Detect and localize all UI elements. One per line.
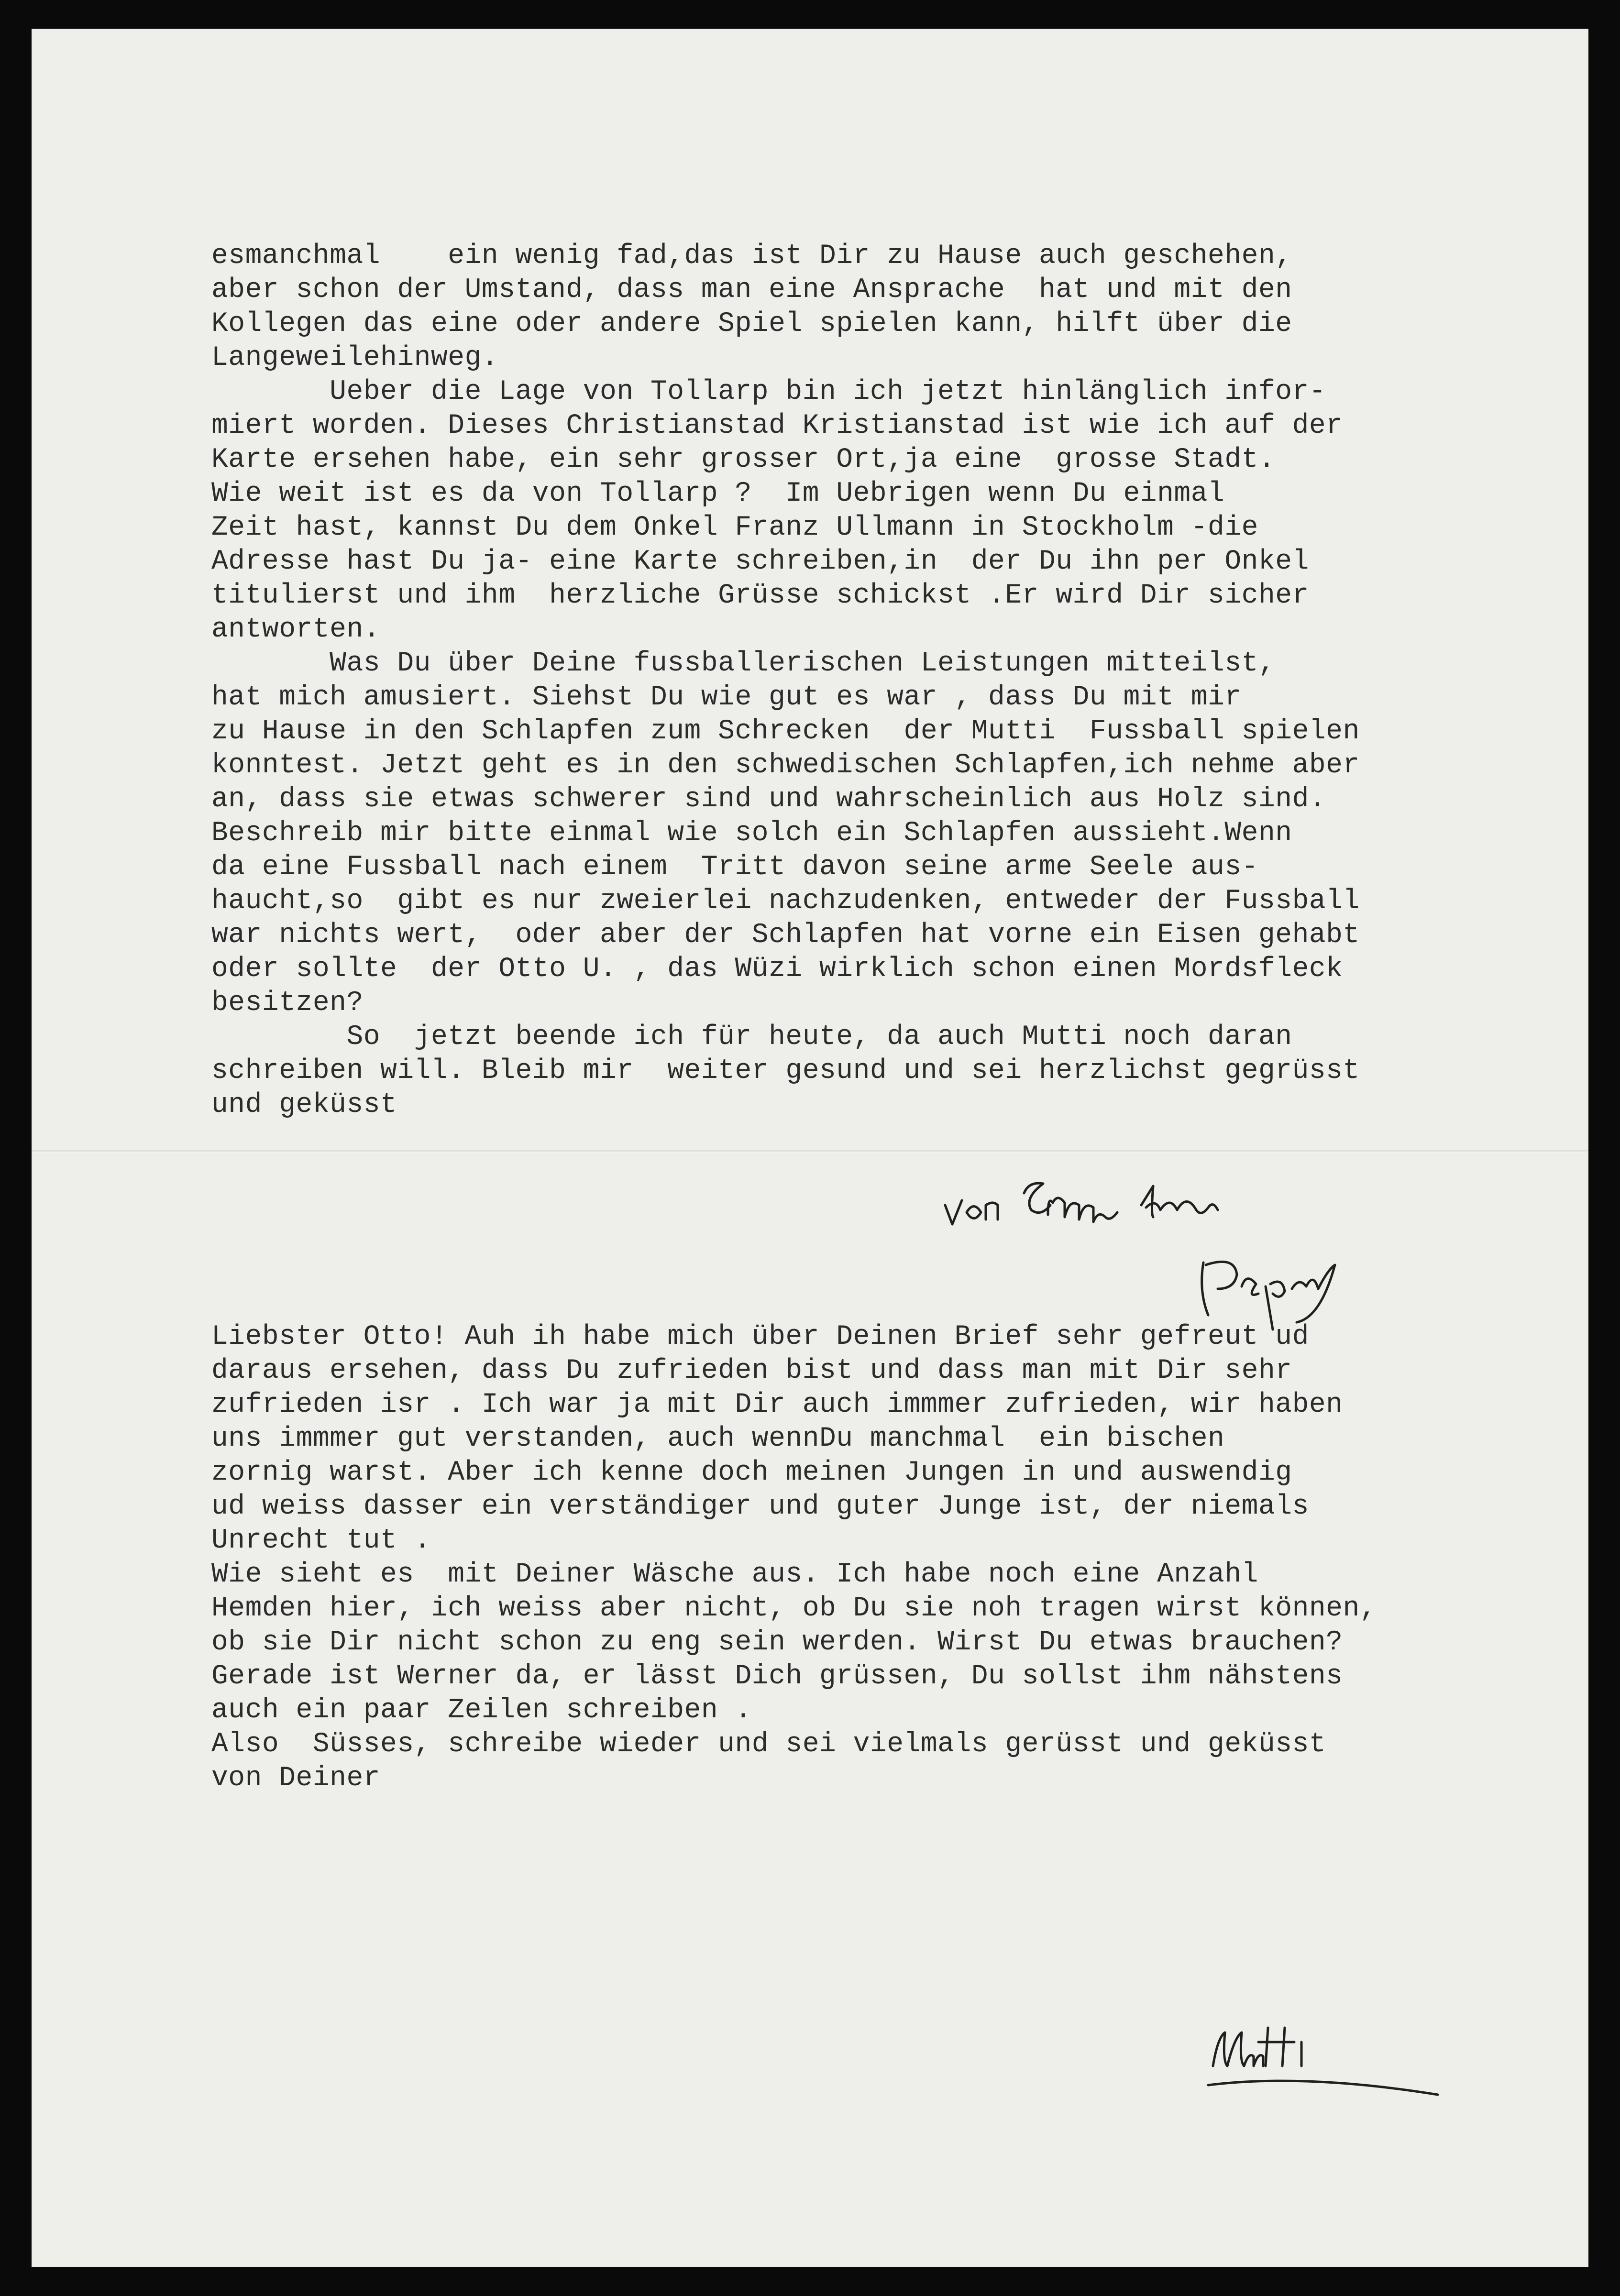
- paper-fold-crease: [32, 1150, 1588, 1153]
- papa-paragraph: Ueber die Lage von Tollarp bin ich jetzt hinlänglich infor- miert worden. Dieses Christianstad Kristianstad ist wie ich auf der Karte ersehen habe, ein sehr grosser Ort,ja eine grosse Stadt. Wie weit ist es da von Tollarp ? Im Uebrigen wenn Du einmal Zeit hast, kannst Du dem Onkel Franz Ullmann in Stockholm -die Adresse hast Du ja- eine Karte schreiben,in der Du ihn per Onkel titulierst und ihm herzliche Grüsse schickst .Er wird Dir sicher antworten.: [211, 376, 1343, 645]
- mutti-paragraph: Also Süsses, schreibe wieder und sei vielmals gerüsst und geküsst von Deiner: [211, 1729, 1326, 1794]
- papa-paragraph: So jetzt beende ich für heute, da auch Mutti noch daran schreiben will. Bleib mir weiter gesund und sei herzlichst gegrüsst und geküsst: [211, 1022, 1360, 1121]
- letter-sheet: [32, 29, 1588, 2267]
- mutti-signature: [1199, 2013, 1486, 2109]
- papa-letter-body: [211, 239, 1560, 1122]
- mutti-paragraph: Wie sieht es mit Deiner Wäsche aus. Ich habe noch eine Anzahl Hemden hier, ich weiss aber nicht, ob Du sie noh tragen wirst können, ob sie Dir nicht schon zu eng sein werden. Wirst Du etwas brauchen? Gerade ist Werner da, er lässt Dich grüssen, Du sollst ihm nähstens auch ein paar Zeilen schreiben .: [211, 1559, 1377, 1726]
- mutti-letter-body: [211, 1320, 1560, 1795]
- papa-signature: [940, 1172, 1514, 1344]
- papa-paragraph: Was Du über Deine fussballerischen Leistungen mitteilst, hat mich amusiert. Siehst Du wie gut es war , dass Du mit mir zu Hause in den Schlapfen zum Schrecken der Mutti Fussball spielen konntest. Jetzt geht es in den schwedischen Schlapfen,ich nehme aber an, dass sie etwas schwerer sind und wahrscheinlich aus Holz sind. Beschreib mir bitte einmal wie solch ein Schlapfen aussieht.Wenn da eine Fussball nach einem Tritt davon seine arme Seele aus- haucht,so gibt es nur zweierlei nachzudenken, entweder der Fussball war nichts wert, oder aber der Schlapfen hat vorne ein Eisen gehabt oder sollte der Otto U. , das Wüzi wirklich schon einen Mordsfleck besitzen?: [211, 648, 1360, 1019]
- mutti-paragraph: Liebster Otto! Auh ih habe mich über Deinen Brief sehr gefreut ud daraus ersehen, dass Du zufrieden bist und dass man mit Dir sehr zufrieden isr . Ich war ja mit Dir auch immmer zufrieden, wir haben uns immmer gut verstanden, auch wennDu manchmal ein bischen zornig warst. Aber ich kenne doch meinen Jungen in und auswendig ud weiss dasser ein verständiger und guter Junge ist, der niemals Unrecht tut .: [211, 1321, 1343, 1556]
- papa-paragraph: esmanchmal ein wenig fad,das ist Dir zu Hause auch geschehen, aber schon der Umstand, dass man eine Ansprache hat und mit den Kollegen das eine oder andere Spiel spielen kann, hilft über die Langeweilehinweg.: [211, 241, 1292, 374]
